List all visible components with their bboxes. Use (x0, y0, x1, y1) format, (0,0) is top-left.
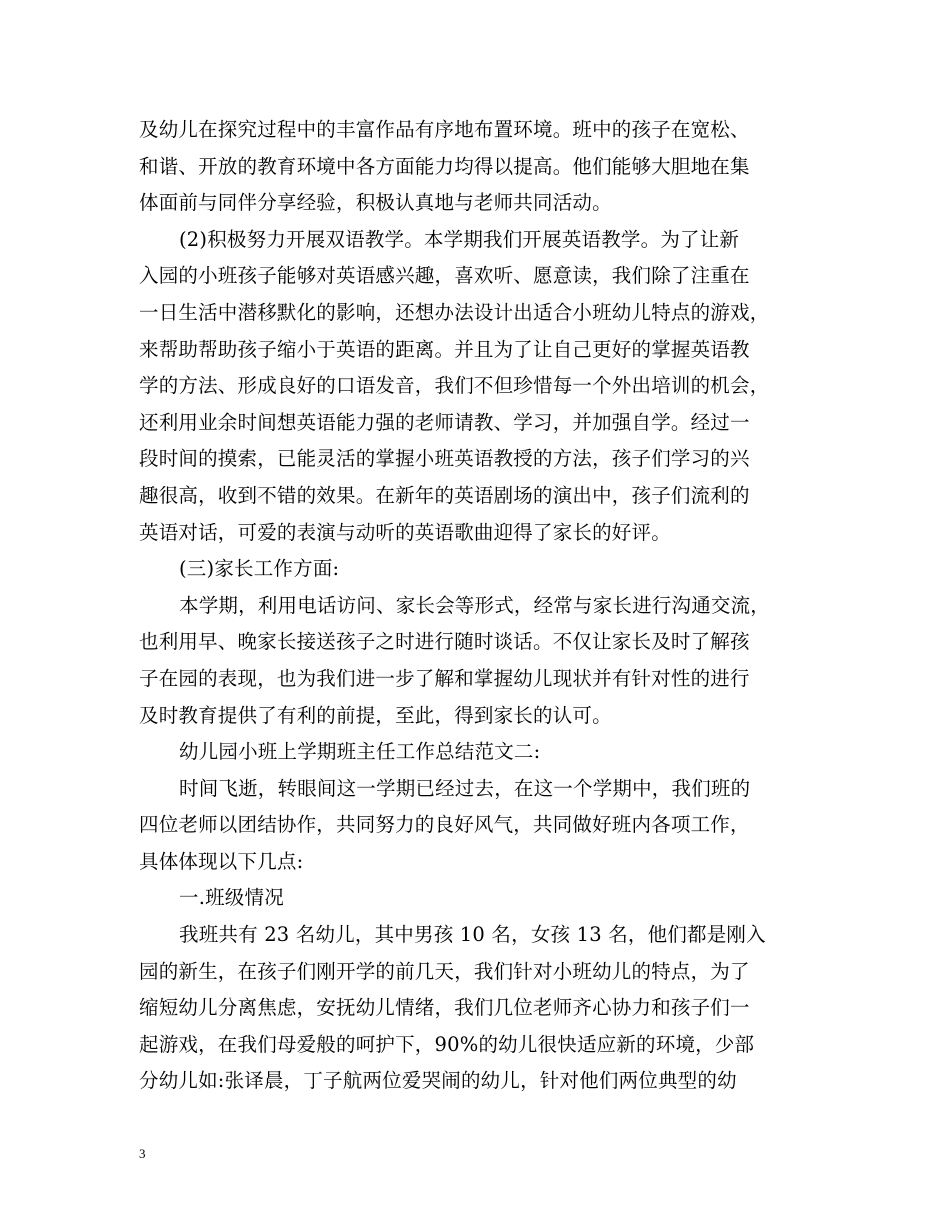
text-line: 也利用早、晚家长接送孩子之时进行随时谈话。不仅让家长及时了解孩 (139, 630, 750, 654)
text-line: 趣很高，收到不错的效果。在新年的英语剧场的演出中，孩子们流利的 (139, 483, 750, 507)
text-line: 缩短幼儿分离焦虑，安抚幼儿情绪，我们几位老师齐心协力和孩子们一 (139, 996, 750, 1020)
text-line: 一日生活中潜移默化的影响，还想办法设计出适合小班幼儿特点的游戏， (139, 300, 770, 324)
text-line: 及幼儿在探究过程中的丰富作品有序地布置环境。班中的孩子在宽松、 (139, 118, 750, 141)
text-line: 段时间的摸索，已能灵活的掌握小班英语教授的方法，孩子们学习的兴 (139, 447, 750, 471)
text-line: 入园的小班孩子能够对英语感兴趣，喜欢听、愿意读，我们除了注重在 (139, 264, 750, 288)
text-line: 及时教育提供了有利的前提，至此，得到家长的认可。 (139, 703, 612, 727)
text-line: 来帮助帮助孩子缩小于英语的距离。并且为了让自己更好的掌握英语教 (139, 337, 750, 361)
section-heading: 幼儿园小班上学期班主任工作总结范文二: (179, 740, 541, 764)
text-line: 英语对话，可爱的表演与动听的英语歌曲迎得了家长的好评。 (139, 520, 671, 544)
text-line: 和谐、开放的教育环境中各方面能力均得以提高。他们能够大胆地在集 (139, 154, 750, 178)
paragraph-start-line: 本学期，利用电话访问、家长会等形式，经常与家长进行沟通交流， (179, 593, 771, 617)
text-line: 子在园的表现，也为我们进一步了解和掌握幼儿现状并有针对性的进行 (139, 666, 750, 690)
text-line: 园的新生，在孩子们刚开学的前几天，我们针对小班幼儿的特点，为了 (139, 959, 750, 983)
text-line: 具体体现以下几点: (139, 849, 304, 873)
text-line: 四位老师以团结协作，共同努力的良好风气，共同做好班内各项工作， (139, 813, 750, 837)
text-line: 体面前与同伴分享经验，积极认真地与老师共同活动。 (139, 191, 612, 215)
paragraph-start-line: 我班共有 23 名幼儿，其中男孩 10 名，女孩 13 名，他们都是刚入 (179, 923, 766, 947)
paragraph-start-line: 时间飞逝，转眼间这一学期已经过去，在这一个学期中，我们班的 (179, 776, 751, 800)
paragraph-start-line: (2)积极努力开展双语教学。本学期我们开展英语教学。为了让新 (179, 227, 740, 251)
page-number: 3 (139, 1146, 146, 1161)
text-line: 还利用业余时间想英语能力强的老师请教、学习，并加强自学。经过一 (139, 410, 750, 434)
text-line: 学的方法、形成良好的口语发音，我们不但珍惜每一个外出培训的机会， (139, 374, 770, 398)
section-heading: 一.班级情况 (179, 886, 284, 910)
text-line: 起游戏，在我们母爱般的呵护下，90%的幼儿很快适应新的环境，少部 (139, 1032, 755, 1056)
document-body (139, 112, 829, 1100)
text-line: 分幼儿如:张译晨，丁子航两位爱哭闹的幼儿，针对他们两位典型的幼 (139, 1069, 737, 1093)
section-heading: (三)家长工作方面: (179, 557, 340, 581)
